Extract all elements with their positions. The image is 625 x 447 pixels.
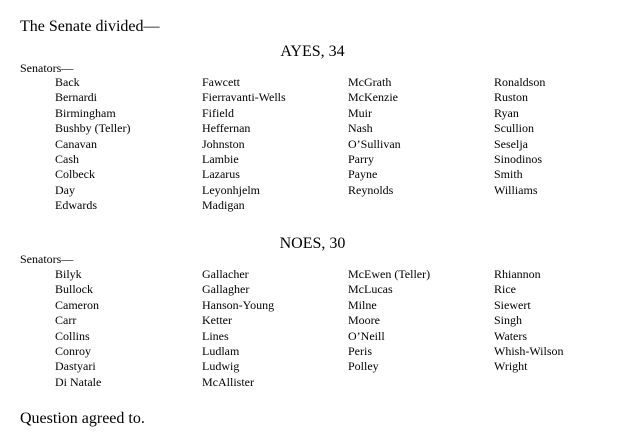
senator-name: McEwen (Teller) <box>348 267 431 281</box>
senator-name: Gallacher <box>202 267 249 281</box>
senator-name: Day <box>55 182 75 197</box>
senator-name: Ludwig <box>202 359 240 374</box>
ayes-heading: AYES, 34 <box>280 43 345 60</box>
senator-name: Rice <box>494 282 516 297</box>
senator-name: Bernardi <box>55 90 97 105</box>
senator-name: Singh <box>494 313 523 328</box>
senator-name: Dastyari <box>55 359 96 374</box>
noes-heading: NOES, 30 <box>279 235 346 252</box>
senator-name: Lazarus <box>202 167 240 182</box>
senator-name: Heffernan <box>202 121 251 136</box>
senator-name: Carr <box>55 313 77 328</box>
senator-name: Colbeck <box>55 167 95 182</box>
ayes-column <box>348 75 401 198</box>
noes-column <box>348 267 430 375</box>
ayes-senators-label: Senators— <box>20 61 74 75</box>
senator-name: Bushby (Teller) <box>55 121 131 136</box>
ayes-column <box>55 75 130 214</box>
senator-name: Waters <box>494 328 528 343</box>
senator-name: Smith <box>494 167 523 182</box>
senator-name: Hanson-Young <box>202 297 275 312</box>
senator-name: Back <box>55 75 80 89</box>
senator-name: Fawcett <box>202 75 240 89</box>
noes-senators-label: Senators— <box>20 252 74 266</box>
senator-name: Lambie <box>202 151 239 166</box>
senator-name: Johnston <box>202 136 245 151</box>
senator-name: Peris <box>348 343 372 358</box>
senator-name: Edwards <box>55 198 97 213</box>
senator-name: McKenzie <box>348 90 398 105</box>
senator-name: Madigan <box>202 198 245 213</box>
senator-name: Ludlam <box>202 343 240 358</box>
result-statement: Question agreed to. <box>20 410 145 427</box>
senator-name: Ronaldson <box>494 75 546 89</box>
senator-name: Scullion <box>494 121 535 136</box>
senator-name: Parry <box>348 151 374 166</box>
senator-name: Polley <box>348 359 379 374</box>
senator-name: Wright <box>494 359 528 374</box>
noes-column <box>55 267 101 390</box>
senator-name: Payne <box>348 167 378 182</box>
senator-name: Collins <box>55 328 90 343</box>
senator-name: Moore <box>348 313 380 328</box>
senator-name: Milne <box>348 297 377 312</box>
senator-name: Reynolds <box>348 182 394 197</box>
division-intro: The Senate divided— <box>20 18 160 35</box>
senator-name: McLucas <box>348 282 393 297</box>
senator-name: Sinodinos <box>494 151 543 166</box>
senator-name: O’Sullivan <box>348 136 401 151</box>
senator-name: Williams <box>494 182 538 197</box>
senator-name: Ruston <box>494 90 529 105</box>
senator-name: Cameron <box>55 297 99 312</box>
senator-name: Muir <box>348 105 372 120</box>
senator-name: Ryan <box>494 105 519 120</box>
noes-column <box>494 267 564 375</box>
senator-name: Di Natale <box>55 374 102 389</box>
senator-name: Lines <box>202 328 229 343</box>
senator-name: Whish-Wilson <box>494 343 564 358</box>
senator-name: Ketter <box>202 313 232 328</box>
senator-name: Seselja <box>494 136 528 151</box>
senator-name: Birmingham <box>55 105 116 120</box>
senator-name: Rhiannon <box>494 267 541 281</box>
senator-name: Bullock <box>55 282 93 297</box>
senator-name: Fierravanti-Wells <box>202 90 286 105</box>
senator-name: Cash <box>55 151 79 166</box>
ayes-column <box>202 75 286 214</box>
senator-name: McGrath <box>348 75 392 89</box>
senator-name: Canavan <box>55 136 97 151</box>
senator-name: Leyonhjelm <box>202 182 260 197</box>
senator-name: O’Neill <box>348 328 385 343</box>
senator-name: Fifield <box>202 105 234 120</box>
noes-column <box>202 267 274 390</box>
ayes-column <box>494 75 545 198</box>
senator-name: Gallagher <box>202 282 250 297</box>
senator-name: Bilyk <box>55 267 82 281</box>
senator-name: Siewert <box>494 297 531 312</box>
senator-name: Conroy <box>55 343 91 358</box>
senator-name: McAllister <box>202 374 254 389</box>
senator-name: Nash <box>348 121 373 136</box>
